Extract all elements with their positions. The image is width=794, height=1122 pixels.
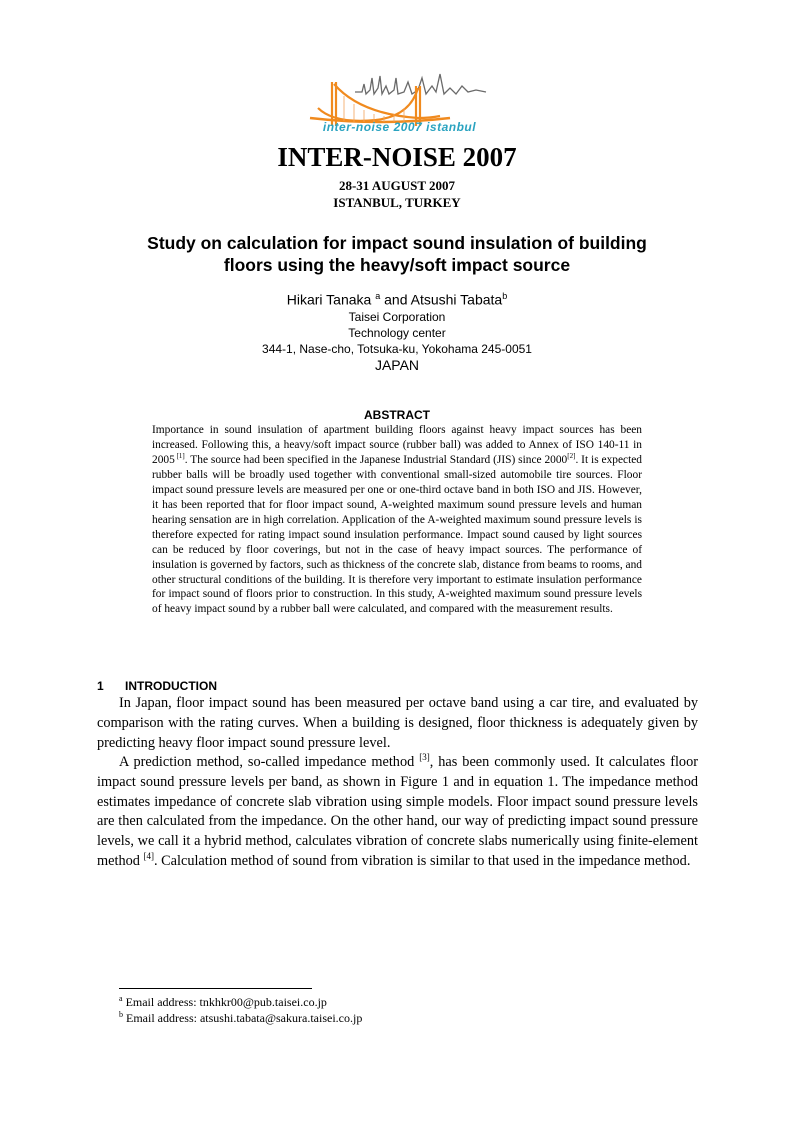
- abstract-text-1: Importance in sound insulation of apartment building floors against heavy impact sources has been increased. Following this, a heavy/soft impact source (rubber ball) was added to Annex of ISO 140-11 in 2005: [152, 424, 642, 466]
- affiliation-country: JAPAN: [374, 357, 420, 373]
- affiliation-department: Technology center: [348, 326, 446, 340]
- intro-paragraph-2: [97, 753, 698, 872]
- footnote-b: [119, 1010, 362, 1026]
- abstract-text-3: . It is expected rubber balls will be broadly used together with conventional small-sized automobile tire sources. Floor impact sound pressure levels are measured per one or one-third octave band in both ISO and JIS. However, it has been reported that for floor impact sound, A-weighted maximum sound pressure levels and human hearing sensation are in high correlation. Application of the A-weighted maximum sound pressure levels is therefore expected for rating impact sound insulation performance. Impact sound caused by light sources can be reduced by floor coverings, but not in the case of heavy impact sources. The performance of insulation is governed by factors, such as thickness of the concrete slab, distance from beams to rooms, and other structural conditions of the building. It is therefore very important to estimate insulation performance for impact sound of floors prior to construction. In this study, A-weighted maximum sound pressure levels of heavy impact sound by a rubber ball were calculated, and compared with the measurement results.: [152, 453, 642, 616]
- conference-dates: 28-31 AUGUST 2007: [338, 178, 456, 193]
- logo-caption: inter-noise 2007 istanbul: [322, 120, 477, 134]
- intro-paragraph-2-text-3: . Calculation method of sound from vibration is similar to that used in the impedance method.: [153, 852, 691, 869]
- paper-title-line-1: Study on calculation for impact sound insulation of building: [147, 233, 647, 253]
- conference-location: ISTANBUL, TURKEY: [333, 195, 461, 210]
- abstract-heading: ABSTRACT: [364, 408, 430, 422]
- conference-title: INTER-NOISE 2007: [277, 142, 517, 172]
- abstract-text-2: . The source had been specified in the Japanese Industrial Standard (JIS) since 2000: [184, 453, 568, 466]
- author-2-mark: b: [502, 291, 508, 301]
- affiliation-organization: Taisei Corporation: [348, 310, 446, 324]
- abstract-body: [152, 423, 642, 617]
- footnote-b-text: Email address: atsushi.tabata@sakura.taisei.co.jp: [123, 1011, 363, 1025]
- paper-title-line-2: floors using the heavy/soft impact source: [223, 255, 571, 275]
- footnote-a: [119, 994, 327, 1010]
- author-1-mark: a: [375, 291, 381, 301]
- footnote-divider: [119, 988, 312, 989]
- paper-title: [110, 232, 684, 276]
- affiliation-address: 344-1, Nase-cho, Totsuka-ku, Yokohama 245-0051: [262, 342, 532, 356]
- section-number: 1: [97, 679, 104, 693]
- citation-3: [3]: [419, 752, 430, 763]
- footnote-a-text: Email address: tnkhkr00@pub.taisei.co.jp: [122, 995, 327, 1009]
- footnote-a-mark: a: [119, 994, 123, 1003]
- citation-1: [1]: [174, 452, 185, 461]
- intro-paragraph-2-text-1: A prediction method, so-called impedance method: [119, 754, 420, 770]
- author-list: [0, 291, 794, 308]
- section-title: INTRODUCTION: [125, 679, 217, 693]
- citation-4: [4]: [143, 851, 154, 862]
- author-separator: and: [380, 291, 411, 308]
- citation-2: [2]: [567, 452, 576, 461]
- author-1: Hikari Tanaka: [286, 291, 372, 308]
- footnote-b-mark: b: [119, 1010, 123, 1019]
- intro-paragraph-2-text-2: , has been commonly used. It calculates floor impact sound pressure levels per band, as shown in Figure 1 and in equation 1. The impedance method estimates impedance of concrete slab vibration using simple models. Floor impact sound pressure levels are then calculated from the impedance. On the other hand, our way of predicting impact sound pressure levels, we call it a hybrid method, calculates vibration of concrete slabs numerically using finite-element method: [97, 754, 698, 869]
- section-heading-introduction: [97, 679, 217, 693]
- intro-paragraph-1: In Japan, floor impact sound has been measured per octave band using a car tire, and evaluated by comparison with the rating curves. When a building is designed, floor thickness is adequately given by predicting heavy floor impact sound pressure level.: [97, 695, 698, 751]
- author-2: Atsushi Tabata: [410, 291, 503, 308]
